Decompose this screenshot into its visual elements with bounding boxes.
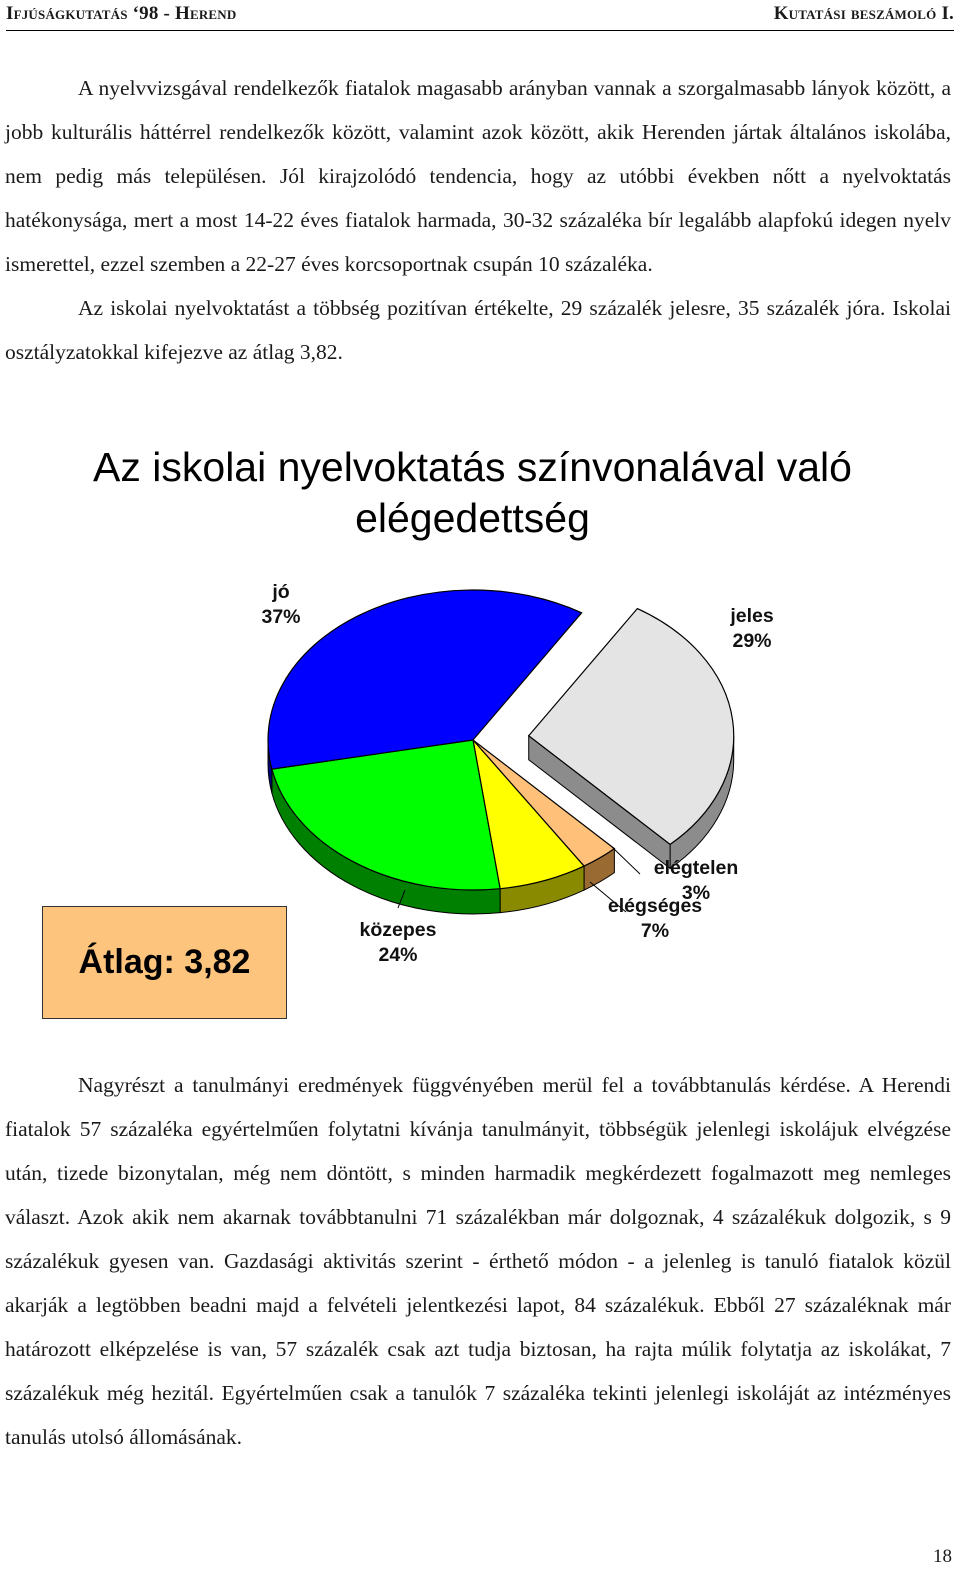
text-block-bottom — [5, 1063, 951, 1459]
slice-label-elegseges: elégséges — [607, 895, 703, 917]
average-annotation-box: Átlag: 3,82 — [42, 906, 287, 1019]
slice-label-jo: jó — [272, 581, 290, 603]
text-block-top — [5, 66, 951, 374]
slice-percent-elegtelen: 3% — [681, 882, 711, 904]
header-left-title: Ifjúságkutatás ‘98 - Herend — [6, 3, 237, 24]
slice-percent-kozepes: 24% — [378, 944, 418, 966]
slice-label-elegtelen: elégtelen — [653, 857, 739, 879]
slice-percent-jeles: 29% — [732, 630, 772, 652]
paragraph: A nyelvvizsgával rendelkezők fiatalok magasabb arányban vannak a szorgalmasabb lányok között, a jobb kulturális háttérrel rendelkezők között, valamint azok között, akik Herenden jártak általános iskolába, nem pedig más településen. Jól kirajzolódó tendencia, hogy az utóbbi években nőtt a nyelvoktatás hatékonysága, mert a most 14-22 éves fiatalok harmada, 30-32 százaléka bír legalább alapfokú idegen nyelv ismerettel, ezzel szemben a 22-27 éves korcsoportnak csupán 10 százaléka. — [5, 76, 951, 276]
page-header — [6, 0, 954, 31]
paragraph: Nagyrészt a tanulmányi eredmények függvényében merül fel a továbbtanulás kérdése. A Herendi fiatalok 57 százaléka egyértelműen folytatni kívánja tanulmányit, többségük jelenlegi iskolájuk elvégzése után, tizede bizonytalan, még nem döntött, s minden harmadik megkérdezett fogalmazott meg nemleges választ. Azok akik nem akarnak továbbtanulni 71 százalékban már dolgoznak, 4 százalékuk dolgozik, s 9 százalékuk gyesen van. Gazdasági aktivitás szerint - érthető módon - a jelenleg is tanuló fiatalok közül akarják a legtöbben beadni majd a felvételi jelentkezési lapot, 84 százalékuk. Ebből 27 százaléknak már határozott elképzelése is van, 57 százalék csak azt tudja biztosan, ha rajta múlik folytatja az iskolákat, 7 százalékuk még hezitál. Egyértelműen csak a tanulók 7 százaléka tekinti jelenlegi iskoláját az intézményes tanulás utolsó állomásának. — [5, 1073, 951, 1449]
leader-line-elegtelen — [612, 847, 640, 874]
header-right-title: Kutatási beszámoló I. — [773, 3, 954, 24]
chart-title: Az iskolai nyelvoktatás színvonalával való elégedettség — [93, 444, 852, 541]
slice-label-jeles: jeles — [730, 605, 774, 627]
slice-label-kozepes: közepes — [359, 919, 437, 941]
slice-percent-jo: 37% — [261, 606, 301, 628]
paragraph: Az iskolai nyelvoktatást a többség pozitívan értékelte, 29 százalék jelesre, 35 százalék jóra. Iskolai osztályzatokkal kifejezve az átlag 3,82. — [5, 296, 951, 364]
page-number: 18 — [933, 1546, 952, 1567]
slice-percent-elegseges: 7% — [640, 920, 670, 942]
